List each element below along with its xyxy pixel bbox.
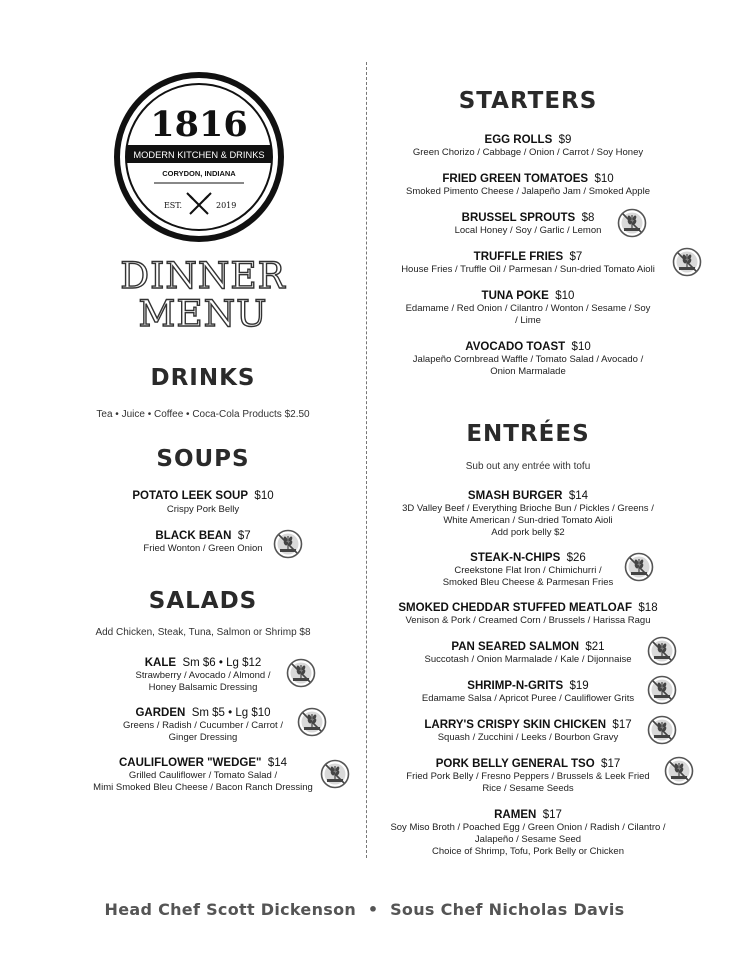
gluten-free-icon	[320, 759, 350, 789]
menu-item-name: GARDEN Sm $5 • Lg $10	[135, 707, 271, 719]
menu-item-name: RAMEN $17	[494, 809, 562, 821]
menu-item-description: Soy Miso Broth / Poached Egg / Green Onion / Radish / Cilantro /	[390, 822, 666, 833]
logo-year: 2019	[216, 201, 237, 210]
menu-item-description: Jalapeño Cornbread Waffle / Tomato Salad / Avocado /	[412, 354, 644, 365]
menu-item-description: Add pork belly $2	[491, 527, 565, 538]
drinks-items: Tea • Juice • Coffee • Coca-Cola Products $2.50	[96, 409, 310, 420]
salads-title: SALADS	[148, 588, 258, 614]
gluten-free-icon	[664, 756, 694, 786]
gluten-free-icon	[617, 208, 647, 238]
chef-credits	[0, 900, 729, 919]
menu-item-description: Onion Marmalade	[490, 366, 566, 377]
menu-item-description: Ginger Dressing	[168, 732, 238, 743]
menu-item-name: PAN SEARED SALMON $21	[451, 641, 605, 653]
menu-item-name: KALE Sm $6 • Lg $12	[144, 657, 262, 669]
head-chef: Head Chef Scott Dickenson	[104, 900, 357, 919]
menu-item-description: Edamame Salsa / Apricot Puree / Cauliflower Grits	[421, 693, 635, 704]
logo-seal-icon	[114, 72, 284, 242]
menu-item-description: Smoked Pimento Cheese / Jalapeño Jam / Smoked Apple	[406, 186, 650, 197]
gluten-free-icon	[624, 552, 654, 582]
gluten-free-icon	[273, 529, 303, 559]
gluten-free-icon	[672, 247, 702, 277]
menu-item-description: Rice / Sesame Seeds	[482, 783, 574, 794]
menu-item-description: Honey Balsamic Dressing	[148, 682, 258, 693]
entrees-note: Sub out any entrée with tofu	[465, 461, 591, 472]
menu-item-description: Crispy Pork Belly	[166, 504, 240, 515]
menu-item-description: Strawberry / Avocado / Almond /	[135, 670, 271, 681]
menu-item-description: Mimi Smoked Bleu Cheese / Bacon Ranch Dressing	[93, 782, 313, 793]
gluten-free-icon	[647, 715, 677, 745]
menu-item-description: Greens / Radish / Cucumber / Carrot /	[123, 720, 283, 731]
salads-note: Add Chicken, Steak, Tuna, Salmon or Shrimp $8	[95, 627, 311, 638]
menu-item-description: / Lime	[515, 315, 541, 326]
menu-item-description: Venison & Pork / Creamed Corn / Brussels / Harissa Ragu	[405, 615, 651, 626]
menu-item-description: Green Chorizo / Cabbage / Onion / Carrot / Soy Honey	[412, 147, 644, 158]
sous-chef: Sous Chef Nicholas Davis	[390, 900, 625, 919]
dinner-title-line1: DINNER	[120, 256, 286, 297]
restaurant-logo	[114, 72, 284, 242]
drinks-title: DRINKS	[150, 365, 256, 391]
gluten-free-icon	[286, 658, 316, 688]
menu-item-name: SMASH BURGER $14	[467, 490, 589, 502]
footer-separator: •	[367, 900, 379, 919]
menu-item-name: CAULIFLOWER "WEDGE" $14	[118, 757, 288, 769]
logo-number: 1816	[150, 104, 248, 145]
menu-item-name: TRUFFLE FRIES $7	[473, 251, 583, 263]
menu-item-description: White American / Sun-dried Tomato Aioli	[443, 515, 613, 526]
entrees-title: ENTRÉES	[466, 421, 590, 447]
menu-item-description: Fried Wonton / Green Onion	[143, 543, 263, 554]
menu-item-description: Choice of Shrimp, Tofu, Pork Belly or Chicken	[431, 846, 625, 857]
menu-item-description: Grilled Cauliflower / Tomato Salad /	[128, 770, 278, 781]
menu-item-name: PORK BELLY GENERAL TSO $17	[435, 758, 621, 770]
menu-item-name: BRUSSEL SPROUTS $8	[461, 212, 595, 224]
menu-item-name: SHRIMP-N-GRITS $19	[467, 680, 589, 692]
menu-item-name: LARRY'S CRISPY SKIN CHICKEN $17	[424, 719, 632, 731]
menu-item-description: Fried Pork Belly / Fresno Peppers / Brussels & Leek Fried	[406, 771, 650, 782]
menu-item-name: TUNA POKE $10	[481, 290, 575, 302]
gluten-free-icon	[647, 636, 677, 666]
menu-item-name: AVOCADO TOAST $10	[465, 341, 591, 353]
menu-item-name: POTATO LEEK SOUP $10	[132, 490, 274, 502]
gluten-free-icon	[647, 675, 677, 705]
dinner-title-line2: MENU	[138, 294, 268, 335]
menu-item-name: STEAK-N-CHIPS $26	[470, 552, 586, 564]
logo-est: EST.	[163, 201, 182, 210]
menu-item-description: Edamame / Red Onion / Cilantro / Wonton / Sesame / Soy	[405, 303, 651, 314]
menu-item-description: House Fries / Truffle Oil / Parmesan / Sun-dried Tomato Aioli	[401, 264, 655, 275]
menu-item-description: Jalapeño / Sesame Seed	[474, 834, 582, 845]
logo-subtitle: MODERN KITCHEN & DRINKS	[133, 150, 265, 160]
menu-item-name: FRIED GREEN TOMATOES $10	[442, 173, 614, 185]
menu-item-description: Squash / Zucchini / Leeks / Bourbon Gravy	[437, 732, 619, 743]
menu-item-description: Succotash / Onion Marmalade / Kale / Dijonnaise	[424, 654, 632, 665]
soups-title: SOUPS	[156, 446, 250, 472]
column-divider	[366, 62, 367, 858]
menu-item-name: SMOKED CHEDDAR STUFFED MEATLOAF $18	[398, 602, 658, 614]
logo-location: CORYDON, INDIANA	[162, 169, 236, 178]
gluten-free-icon	[297, 707, 327, 737]
menu-item-name: BLACK BEAN $7	[155, 530, 251, 542]
menu-item-description: 3D Valley Beef / Everything Brioche Bun / Pickles / Greens /	[402, 503, 654, 514]
menu-item-description: Creekstone Flat Iron / Chimichurri /	[454, 565, 602, 576]
menu-item-name: EGG ROLLS $9	[484, 134, 572, 146]
menu-item-description: Smoked Bleu Cheese & Parmesan Fries	[442, 577, 614, 588]
menu-item-description: Local Honey / Soy / Garlic / Lemon	[454, 225, 602, 236]
starters-title: STARTERS	[458, 88, 598, 114]
